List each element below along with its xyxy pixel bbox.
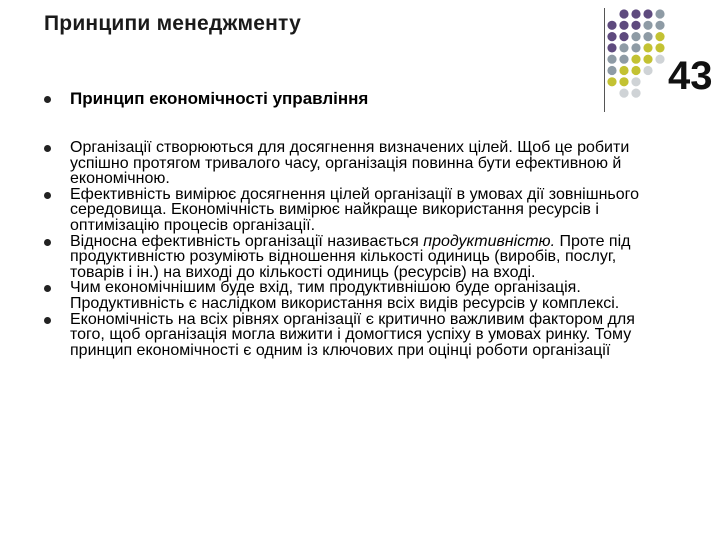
decorative-dot bbox=[631, 66, 640, 75]
decorative-dot bbox=[631, 43, 640, 52]
decorative-dot bbox=[631, 55, 640, 64]
decorative-dot bbox=[619, 32, 628, 41]
decorative-dot-grid bbox=[606, 8, 670, 98]
productivity-term: продуктивністю. bbox=[423, 232, 556, 250]
decorative-dot bbox=[643, 32, 652, 41]
paragraph-economy-levels: Економічність на всіх рівнях організації є критично важливим фактором для того, щоб організація могла вижити і домогтися успіху в умовах ринку. Тому принцип економічності є одним із ключових при оцінці роботи організації bbox=[70, 310, 635, 359]
productivity-text-before: Відносна ефективність організації називається bbox=[70, 232, 424, 250]
decorative-dot bbox=[655, 32, 664, 41]
decorative-dot bbox=[607, 55, 616, 64]
paragraph-economy-input: Чим економічнішим буде вхід, тим продуктивнішою буде організація. Продуктивність є наслідком використання всіх видів ресурсів у комплексі. bbox=[70, 279, 620, 312]
decorative-dot bbox=[607, 32, 616, 41]
bullet-icon bbox=[44, 285, 51, 292]
list-item bbox=[44, 280, 664, 311]
decorative-dot bbox=[619, 55, 628, 64]
decorative-dot bbox=[643, 55, 652, 64]
decorative-dot bbox=[607, 21, 616, 30]
decorative-dot bbox=[631, 21, 640, 30]
bullet-list bbox=[44, 86, 664, 358]
bullet-icon bbox=[44, 317, 51, 324]
section-heading: Принцип економічності управління bbox=[70, 89, 369, 108]
list-item bbox=[44, 187, 664, 234]
slide-title: Принципи менеджменту bbox=[44, 12, 301, 35]
list-item bbox=[44, 234, 664, 281]
decorative-dot bbox=[655, 21, 664, 30]
bullet-icon bbox=[44, 192, 51, 199]
list-item bbox=[44, 140, 664, 187]
bullet-icon bbox=[44, 145, 51, 152]
slide-number: 43 bbox=[668, 54, 713, 98]
decorative-dot bbox=[655, 9, 664, 18]
bullet-icon bbox=[44, 239, 51, 246]
decorative-dot bbox=[619, 9, 628, 18]
decorative-dot bbox=[643, 43, 652, 52]
decorative-dot bbox=[619, 66, 628, 75]
decorative-dot bbox=[607, 43, 616, 52]
paragraph-goals: Організації створюються для досягнення визначених цілей. Щоб це робити успішно протягом тривалого часу, організація повинна бути ефективною й економічною. bbox=[70, 139, 630, 188]
paragraph-effectiveness: Ефективність вимірює досягнення цілей організації в умовах дії зовнішнього середовища. Економічність вимірює найкраще використання ресурсів і оптимізацію процесів організації. bbox=[70, 185, 640, 234]
list-item bbox=[44, 312, 664, 359]
decorative-dot bbox=[619, 21, 628, 30]
decorative-dot bbox=[631, 32, 640, 41]
decorative-dot bbox=[607, 66, 616, 75]
decorative-dot bbox=[619, 43, 628, 52]
decorative-dot bbox=[643, 21, 652, 30]
list-item bbox=[44, 86, 664, 112]
decorative-dot bbox=[643, 66, 652, 75]
decorative-dot bbox=[655, 43, 664, 52]
decorative-dot bbox=[631, 9, 640, 18]
decorative-dot bbox=[643, 9, 652, 18]
paragraph-productivity bbox=[70, 234, 664, 281]
productivity-text-after: Проте під продуктивністю розуміють відношення кількості одиниць (виробів, послуг, товарів і ін.) на виході до кількості одиниць (ресурсів) на вході. bbox=[70, 232, 631, 281]
decorative-dot bbox=[655, 55, 664, 64]
bullet-icon bbox=[44, 96, 51, 103]
